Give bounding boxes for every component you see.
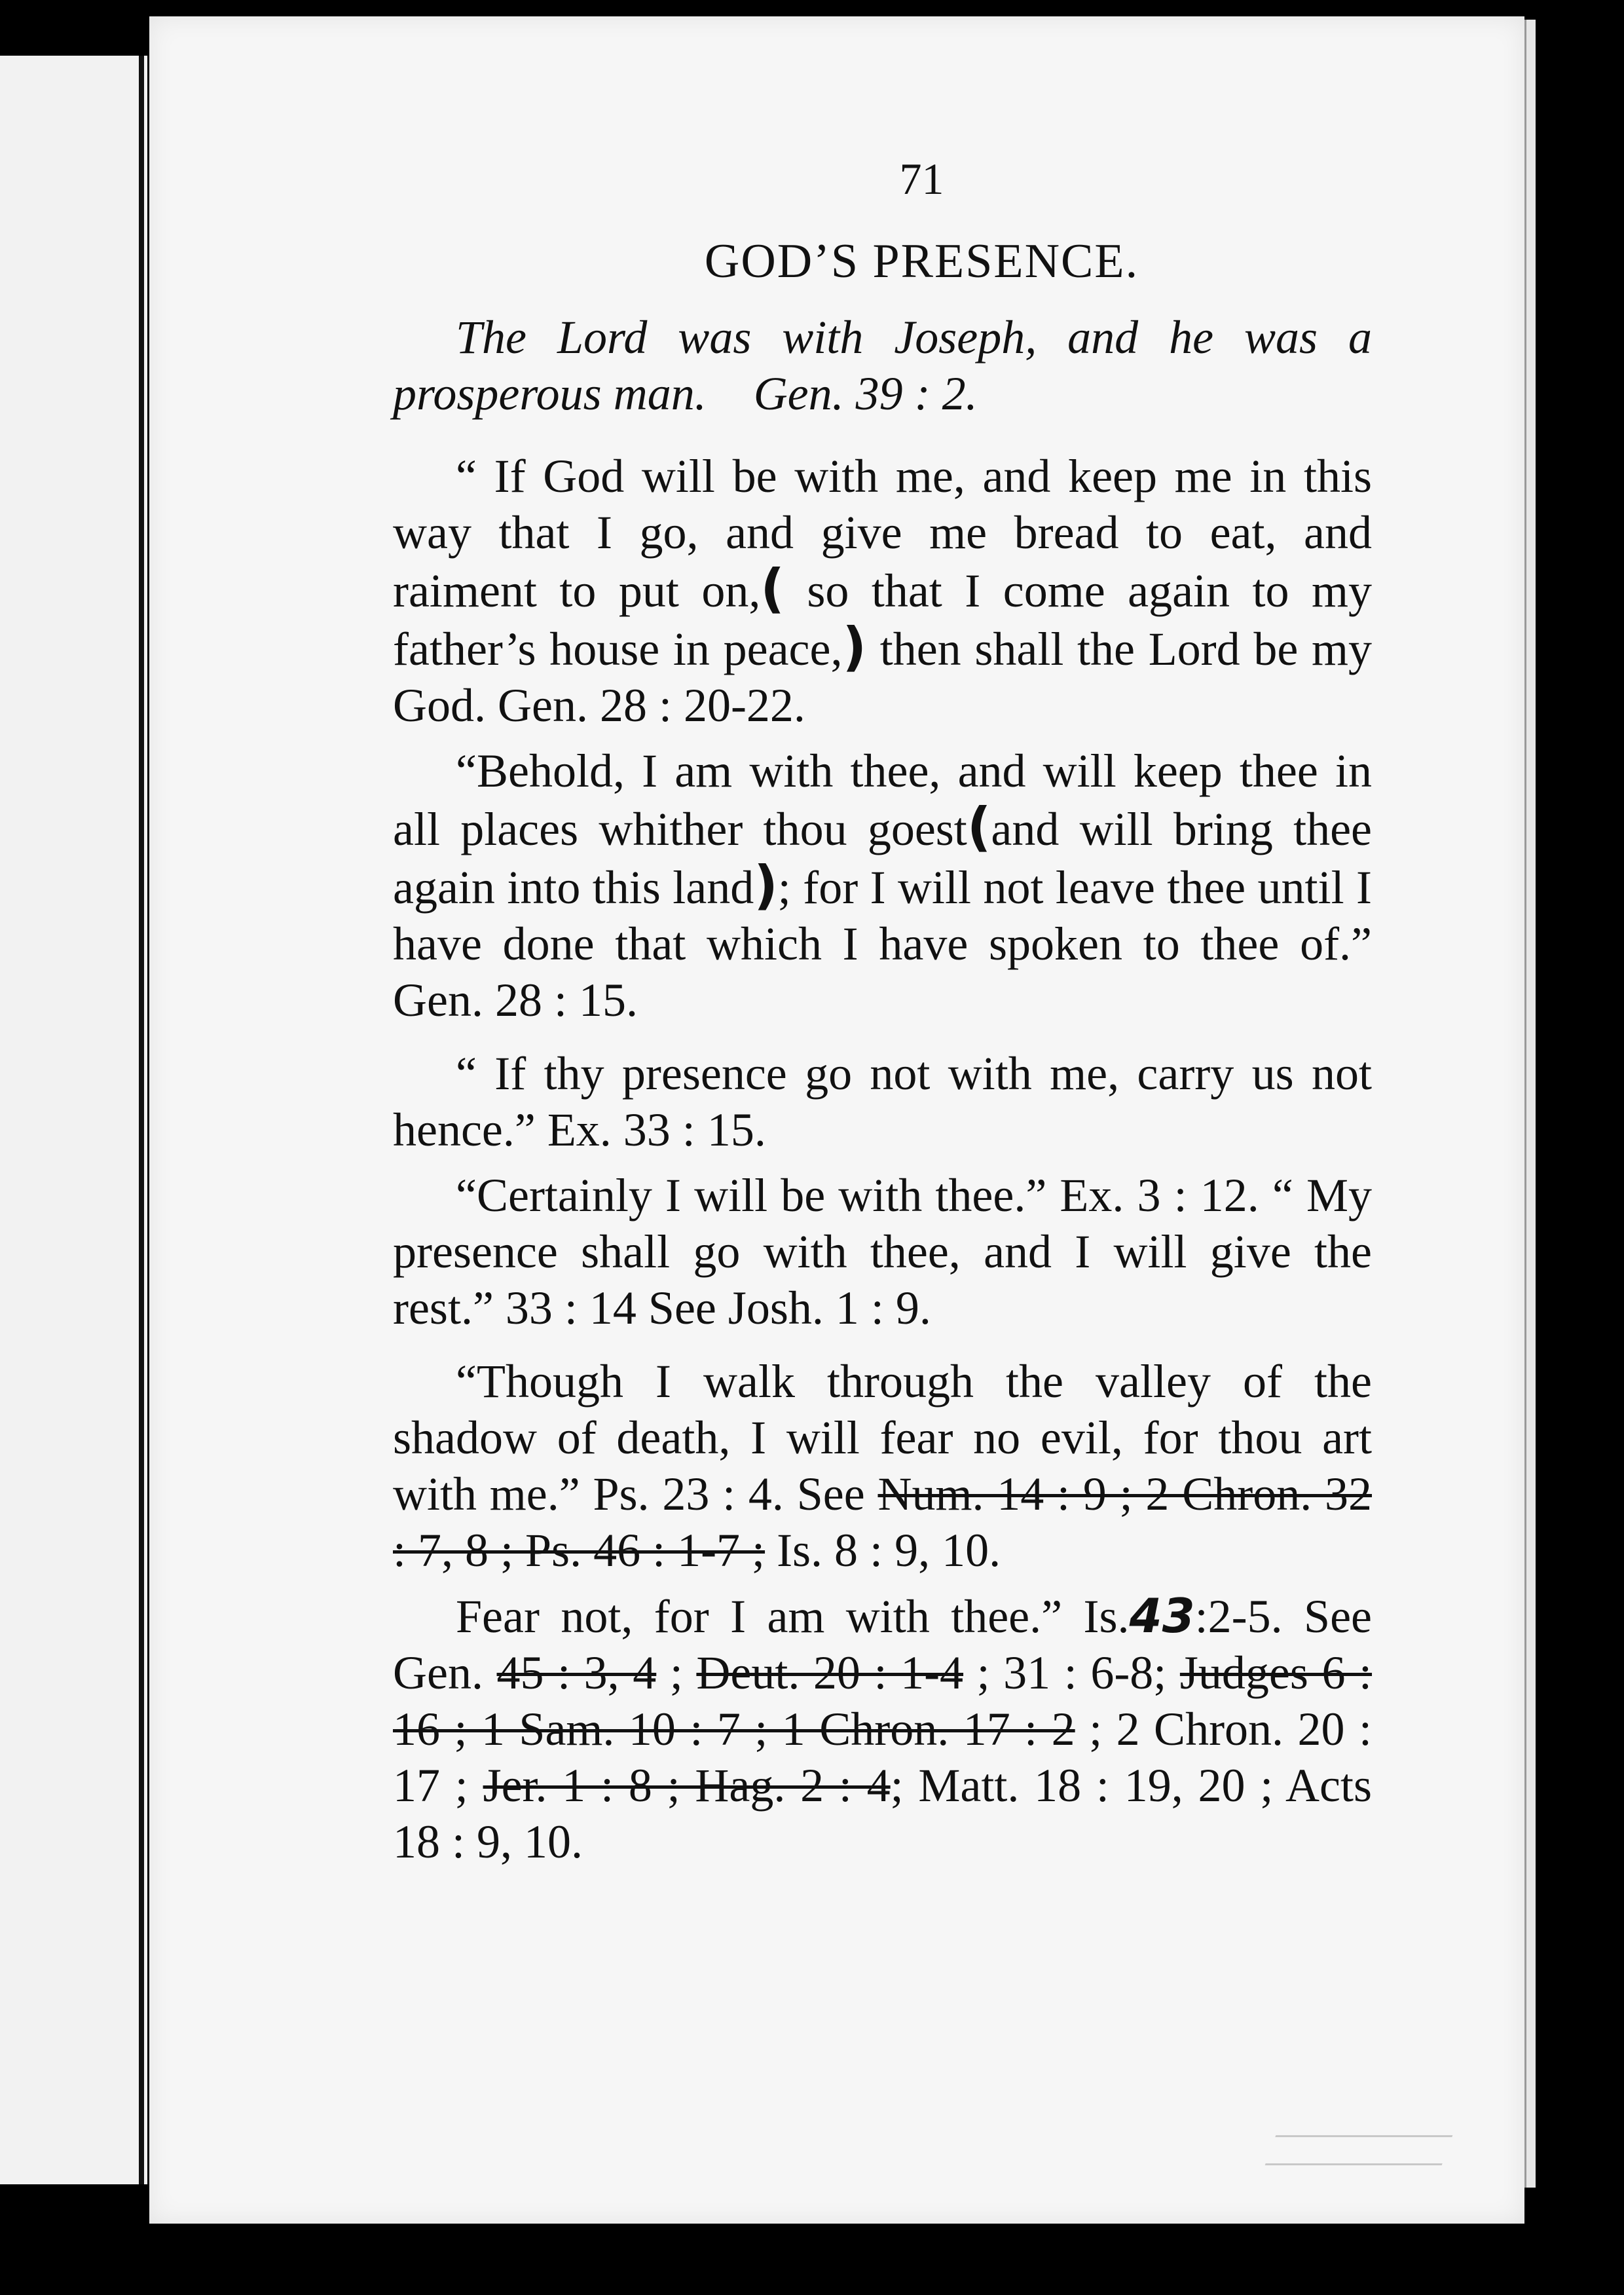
book-gutter xyxy=(139,56,144,2184)
handwritten-paren-close: ) xyxy=(842,616,867,677)
struck-references: Deut. 20 : 1-4 xyxy=(696,1647,964,1699)
struck-references: Jer. 1 : 8 ; Hag. 2 : 4 xyxy=(483,1759,891,1812)
page-number: 71 xyxy=(899,154,944,204)
page-edge xyxy=(1524,20,1536,2188)
verse-text: so that I come again to my father’s house in peace, xyxy=(393,565,1372,675)
verse-is-43 xyxy=(393,1588,1372,1870)
facing-page xyxy=(0,56,147,2184)
handwritten-paren-close: ) xyxy=(754,855,778,916)
page-text xyxy=(393,151,1372,1879)
epigraph-text: The Lord was with Joseph, and he was a prosperous man. xyxy=(393,311,1372,420)
struck-references: Judges 6 : 16 ; 1 Sam. 10 : 7 ; 1 Chron. 17 : 2 xyxy=(393,1647,1373,1755)
verse-text: “Though I walk through the valley of the shadow of death, I will fear no evil, for thou art with me.” Ps. 23 : 4. See xyxy=(393,1355,1372,1520)
verse-gen-28-15 xyxy=(393,743,1372,1028)
verse-text: ; 31 : 6-8; xyxy=(963,1647,1167,1699)
handwritten-chapter: 43 xyxy=(1129,1588,1195,1643)
verse-text: “ If God will be with me, and keep me in this way that I go, and give me bread to eat, and raiment to put on, xyxy=(393,450,1372,617)
verse-text: “Behold, I am with thee, and will keep thee in all places whither thou goest xyxy=(393,745,1372,855)
verse-text: and will bring thee again into this land xyxy=(393,803,1373,914)
verse-text: ; xyxy=(656,1647,683,1699)
handwritten-paren-open: ( xyxy=(760,558,784,619)
verse-ex-33-15: “ If thy presence go not with me, carry us not hence.” Ex. 33 : 15. xyxy=(393,1047,1372,1156)
epigraph-reference: Gen. 39 : 2. xyxy=(753,367,978,420)
verse-ex-3-12: “Certainly I will be with thee.” Ex. 3 : 12. “ My presence shall go with thee, and I will give the rest.” 33 : 14 See Josh. 1 : 9. xyxy=(393,1169,1372,1334)
verse-text: :2-5. See Gen. xyxy=(393,1590,1373,1699)
verse-gen-28-20 xyxy=(393,448,1372,734)
verse-text: ; for I will not leave thee until I have done that which I have spoken to thee of.” Gen. 28 : 15. xyxy=(393,861,1372,1026)
verse-text: then shall the Lord be my God. Gen. 28 : 20-22. xyxy=(393,623,1372,732)
verse-text: ; Matt. 18 : 19, 20 ; Acts 18 : 9, 10. xyxy=(393,1759,1373,1868)
struck-references: 45 : 3, 4 xyxy=(496,1647,657,1699)
epigraph xyxy=(393,309,1372,422)
verse-text: ; 2 Chron. 20 : 17 ; xyxy=(393,1703,1372,1812)
handwritten-paren-open: ( xyxy=(967,796,991,857)
paper-tear-mark xyxy=(1265,2135,1453,2165)
verse-text: Is. 8 : 9, 10. xyxy=(765,1524,1001,1577)
verse-ps-23-4 xyxy=(393,1353,1372,1578)
page-title: GOD’S PRESENCE. xyxy=(704,234,1139,288)
verse-text: Fear not, for I am with thee.” Is. xyxy=(456,1590,1130,1643)
struck-references: Num. 14 : 9 ; 2 Chron. 32 : 7, 8 ; Ps. 46 : 1-7 ; xyxy=(393,1468,1373,1577)
